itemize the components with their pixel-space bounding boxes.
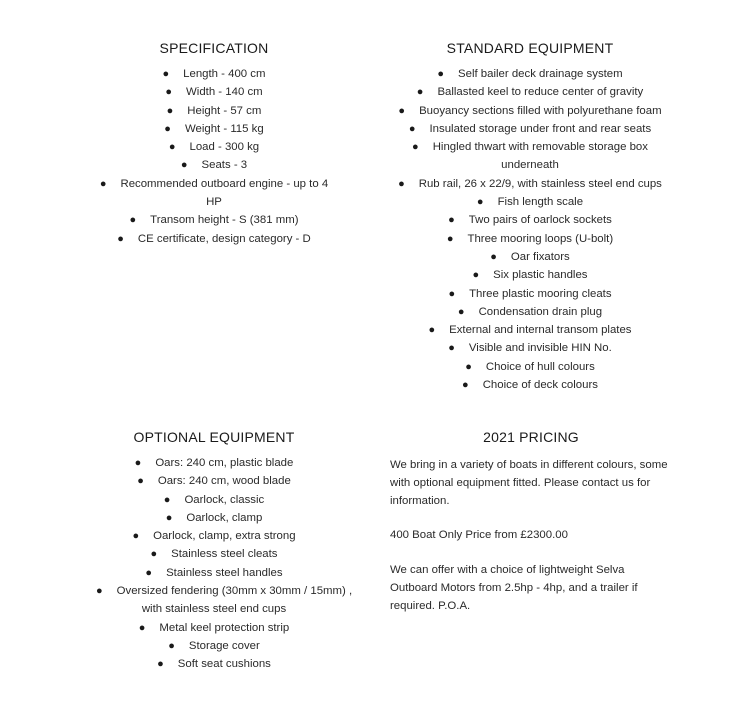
bullet-icon: ● [168,141,176,154]
bullet-icon: ● [472,269,480,282]
bullet-icon: ● [448,287,456,300]
list-item: ● Oar fixators [394,248,666,266]
bullet-icon: ● [145,566,153,579]
list-item: ● Six plastic handles [394,266,666,284]
list-item: ● Ballasted keel to reduce center of gravity [394,83,666,101]
list-item: ● Oversized fendering (30mm x 30mm / 15mm) , [96,582,332,600]
bullet-icon: ● [448,214,455,227]
optional-equipment-list [96,454,353,674]
specification-section [96,40,332,248]
list-item-continuation: underneath [501,159,559,172]
specification-heading: SPECIFICATION [159,40,269,56]
bullet-icon: ● [412,141,419,154]
list-item: ● Height - 57 cm [96,102,332,120]
bullet-icon: ● [398,104,406,117]
standard-equipment-heading: STANDARD EQUIPMENT [446,40,614,56]
pricing-outboard-note: We can offer with a choice of lightweight Selva Outboard Motors from 2.5hp - 4hp, and a trailer if required. P.O.A. [390,564,638,612]
list-item: ● Oarlock, clamp [96,509,332,527]
pricing-price-line: 400 Boat Only Price from £2300.00 [390,529,568,542]
list-item: ● Metal keel protection strip [96,619,332,637]
list-item: ● Rub rail, 26 x 22/9, with stainless steel end cups [394,175,666,193]
list-item: ● Load - 300 kg [96,138,332,156]
list-item: ● Length - 400 cm [96,65,332,83]
list-item: ● Seats - 3 [96,156,332,174]
bullet-icon: ● [165,86,173,99]
list-item: ● Choice of deck colours [394,376,666,394]
list-item: ● External and internal transom plates [394,321,666,339]
bullet-icon: ● [137,475,144,488]
standard-equipment-list [394,65,666,394]
pricing-section [390,429,672,616]
list-item: ● Oarlock, classic [96,491,332,509]
bullet-icon: ● [138,621,146,634]
bullet-icon: ● [150,548,158,561]
list-item: ● Buoyancy sections filled with polyurethane foam [394,102,666,120]
bullet-icon: ● [448,342,455,355]
bullet-icon: ● [164,122,171,135]
bullet-icon: ● [132,530,140,543]
bullet-icon: ● [416,86,424,99]
list-item: ● Insulated storage under front and rear seats [394,120,666,138]
bullet-icon: ● [165,511,173,524]
optional-equipment-heading: OPTIONAL EQUIPMENT [133,429,295,445]
list-item: ● Oars: 240 cm, wood blade [96,472,332,490]
list-item: ● Visible and invisible HIN No. [394,339,666,357]
bullet-icon: ● [465,360,472,373]
bullet-icon: ● [163,493,171,506]
list-item: ● Oarlock, clamp, extra strong [96,527,332,545]
bullet-icon: ● [180,159,188,172]
bullet-icon: ● [157,658,164,671]
list-item: ● Weight - 115 kg [96,120,332,138]
bullet-icon: ● [437,68,445,80]
specification-list [96,65,332,248]
bullet-icon: ● [129,214,137,227]
list-item: ● Recommended outboard engine - up to 4 HP [96,175,332,212]
list-item: ● CE certificate, design category - D [96,230,332,248]
bullet-icon: ● [398,177,405,190]
bullet-icon: ● [408,122,416,135]
list-item: ● Stainless steel cleats [96,545,332,563]
list-item: ● Self bailer deck drainage system [394,65,666,83]
bullet-icon: ● [99,177,107,190]
list-item: ● Two pairs of oarlock sockets [394,211,666,229]
bullet-icon: ● [457,305,465,318]
bullet-icon: ● [428,324,436,337]
bullet-icon: ● [134,457,142,469]
bullet-icon: ● [166,104,174,117]
bullet-icon: ● [168,639,175,652]
list-item: ● Width - 140 cm [96,83,332,101]
list-item: ● Fish length scale [394,193,666,211]
list-item: ● Transom height - S (381 mm) [96,211,332,229]
bullet-icon: ● [117,232,124,245]
list-item: ● Three mooring loops (U-bolt) [394,230,666,248]
optional-equipment-section [96,429,353,674]
pricing-heading: 2021 PRICING [483,429,579,445]
list-item: ● Condensation drain plug [394,303,666,321]
bullet-icon: ● [162,68,170,80]
list-item: ● Soft seat cushions [96,655,332,673]
bullet-icon: ● [476,196,484,209]
list-item: ● Storage cover [96,637,332,655]
list-item: ● Stainless steel handles [96,564,332,582]
standard-equipment-section [394,40,666,394]
list-item: ● Choice of hull colours [394,358,666,376]
bullet-icon: ● [490,250,497,263]
list-item: ● Hingled thwart with removable storage box [394,138,666,156]
bullet-icon: ● [446,232,454,245]
list-item: ● Oars: 240 cm, plastic blade [96,454,332,472]
list-item: ● Three plastic mooring cleats [394,285,666,303]
pricing-intro: We bring in a variety of boats in different colours, some with optional equipment fitted. Please contact us for information. [390,459,668,507]
bullet-icon: ● [462,379,469,392]
list-item-continuation: with stainless steel end cups [141,603,287,616]
bullet-icon: ● [96,585,103,598]
